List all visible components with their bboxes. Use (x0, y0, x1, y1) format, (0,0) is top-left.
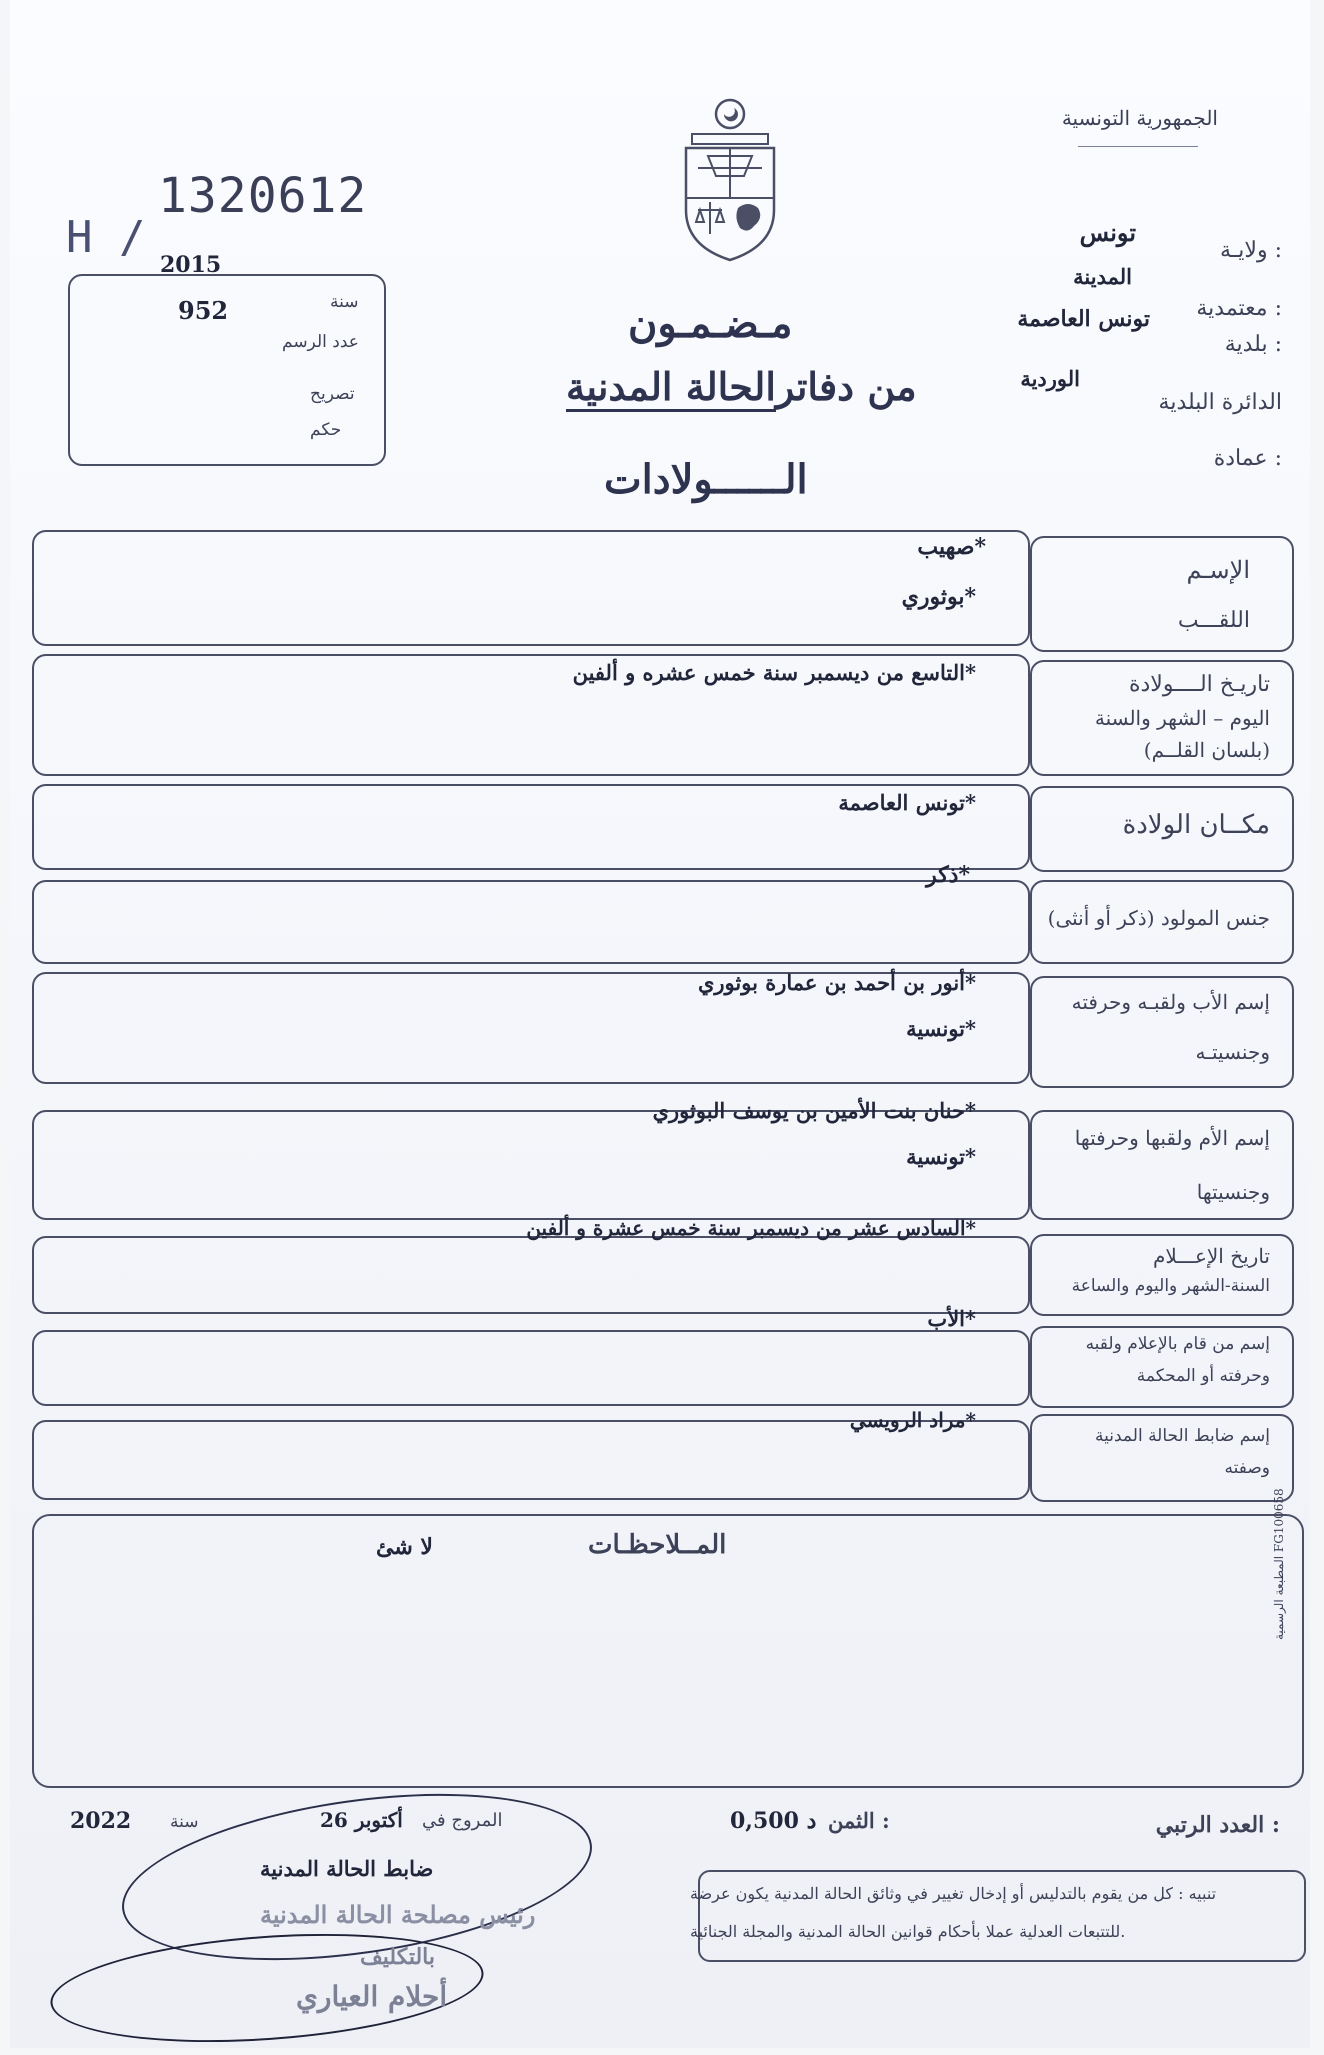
remarks-label: المــلاحظـات (588, 1530, 727, 1560)
birth-place-value: تونس العاصمة* (838, 790, 976, 815)
declarant-value: الأب* (927, 1306, 976, 1331)
birth-date-value: التاسع من ديسمبر سنة خمس عشره و ألفين* (572, 660, 976, 685)
sex-value-box (32, 880, 1030, 964)
declarant-label2: وحرفته أو المحكمة (1136, 1366, 1270, 1386)
daira-value: الوردية (1020, 366, 1080, 391)
name-value-box (32, 530, 1030, 646)
registry-year-value: 2015 (160, 252, 222, 278)
declarant-value-box (32, 1330, 1030, 1406)
officer-value-box (32, 1420, 1030, 1500)
title-line1: مـضـمـون (628, 300, 793, 347)
father-label1: إسم الأب ولقبـه وحرفته (1071, 990, 1270, 1014)
mother-value-box (32, 1110, 1030, 1220)
price-value: 0,500 د (730, 1808, 817, 1834)
republic-underline (1078, 146, 1198, 147)
declaration-date-label2: السنة-الشهر واليوم والساعة (1071, 1276, 1270, 1296)
mother-label2: وجنسيتها (1196, 1180, 1270, 1204)
daira-label: الدائرة البلدية (1158, 390, 1282, 415)
declaration-date-value: السادس عشر من ديسمبر سنة خمس عشرة و ألفين* (526, 1216, 976, 1240)
mother-value2: تونسية* (906, 1144, 976, 1169)
registry-judgment-label: حكم (310, 420, 342, 440)
registry-number-value: 952 (178, 296, 229, 325)
mother-label1: إسم الأم ولقبها وحرفتها (1074, 1126, 1270, 1150)
serial-number: 1320612 (158, 168, 368, 224)
mother-value1: حنان بنت الأمين بن يوسف البوثوري* (652, 1098, 976, 1123)
title-line2-a: من دفاتر (775, 364, 917, 409)
republic-heading: الجمهورية التونسية (1061, 106, 1218, 130)
title-line2-b: الحالة المدنية (566, 364, 776, 412)
birth-place-label: مكــان الولادة (1122, 810, 1270, 840)
price-label: الثمن : (828, 1808, 890, 1833)
warning-line1: تنبيه : كل من يقوم بالتدليس أو إدخال تغيير في وثائق الحالة المدنية يكون عرضة (690, 1884, 1217, 1903)
registry-declaration-label: تصريح (310, 384, 355, 404)
document-page (10, 0, 1310, 2048)
sex-value: ذكر* (926, 862, 970, 888)
officer-title: ضابط الحالة المدنية (260, 1856, 434, 1881)
title-line2 (566, 364, 917, 409)
baladiya-value: تونس العاصمة (1017, 306, 1150, 332)
wilaya-value: تونس (1079, 218, 1136, 247)
remarks-value: لا شئ (376, 1534, 433, 1560)
father-value2: تونسية* (906, 1016, 976, 1041)
name-label: الإسـم (1186, 556, 1250, 584)
birth-date-label3: (بلسان القلــم) (1143, 738, 1270, 762)
declarant-label1: إسم من قام بالإعلام ولقبه (1085, 1334, 1270, 1354)
registry-year-label: سنة (330, 292, 359, 312)
officer-value: مراد الرويسي* (849, 1408, 976, 1432)
father-value1: أنور بن أحمد بن عمارة بوثوري* (697, 970, 976, 995)
birth-date-label1: تاريـخ الــــولادة (1128, 672, 1270, 697)
birth-date-label2: اليوم – الشهر والسنة (1094, 706, 1270, 730)
declaration-date-value-box (32, 1236, 1030, 1314)
issued-year-value: 2022 (70, 1808, 132, 1834)
mutamadiya-label: معتمدية : (1196, 296, 1282, 321)
surname-value: بوثوري* (901, 584, 976, 610)
mutamadiya-value: المدينة (1073, 264, 1132, 289)
officer-label1: إسم ضابط الحالة المدنية (1095, 1426, 1270, 1446)
serial-prefix: H / (66, 212, 146, 263)
sex-label: جنس المولود (ذكر أو أنثى) (1047, 906, 1270, 930)
surname-label: اللقـــب (1177, 608, 1250, 633)
officer-label2: وصفته (1224, 1458, 1270, 1478)
issued-year-label: سنة (170, 1812, 199, 1832)
serial-order-label: العدد الرتبي : (1155, 1812, 1280, 1838)
title-line3: الــــــولادات (604, 456, 808, 503)
registry-number-label: عدد الرسم (282, 332, 359, 352)
declaration-date-label1: تاريخ الإعـــلام (1153, 1244, 1270, 1268)
stamp-line1: رئيس مصلحة الحالة المدنية (260, 1900, 536, 1929)
tunisia-emblem-icon (678, 98, 782, 262)
printer-side-text: المطبعة الرسمية FG100658 (1272, 1488, 1286, 1640)
warning-line2: للتتبعات العدلية عملا بأحكام قوانين الحالة المدنية والمجلة الجنائية. (690, 1922, 1126, 1941)
wilaya-label: ولايـة : (1220, 238, 1282, 263)
omada-label: عمادة : (1213, 446, 1282, 471)
issued-label: المروج في (422, 1810, 503, 1831)
stamp-line3: أحلام العياري (296, 1980, 448, 2013)
issued-day-month: 26 أكتوبر (320, 1808, 403, 1832)
name-label-box (1030, 536, 1294, 652)
baladiya-label: بلدية : (1224, 332, 1282, 357)
name-value: صهيب* (917, 534, 986, 560)
father-label2: وجنسيتـه (1195, 1040, 1270, 1064)
stamp-line2: بالتكليف (360, 1944, 436, 1970)
